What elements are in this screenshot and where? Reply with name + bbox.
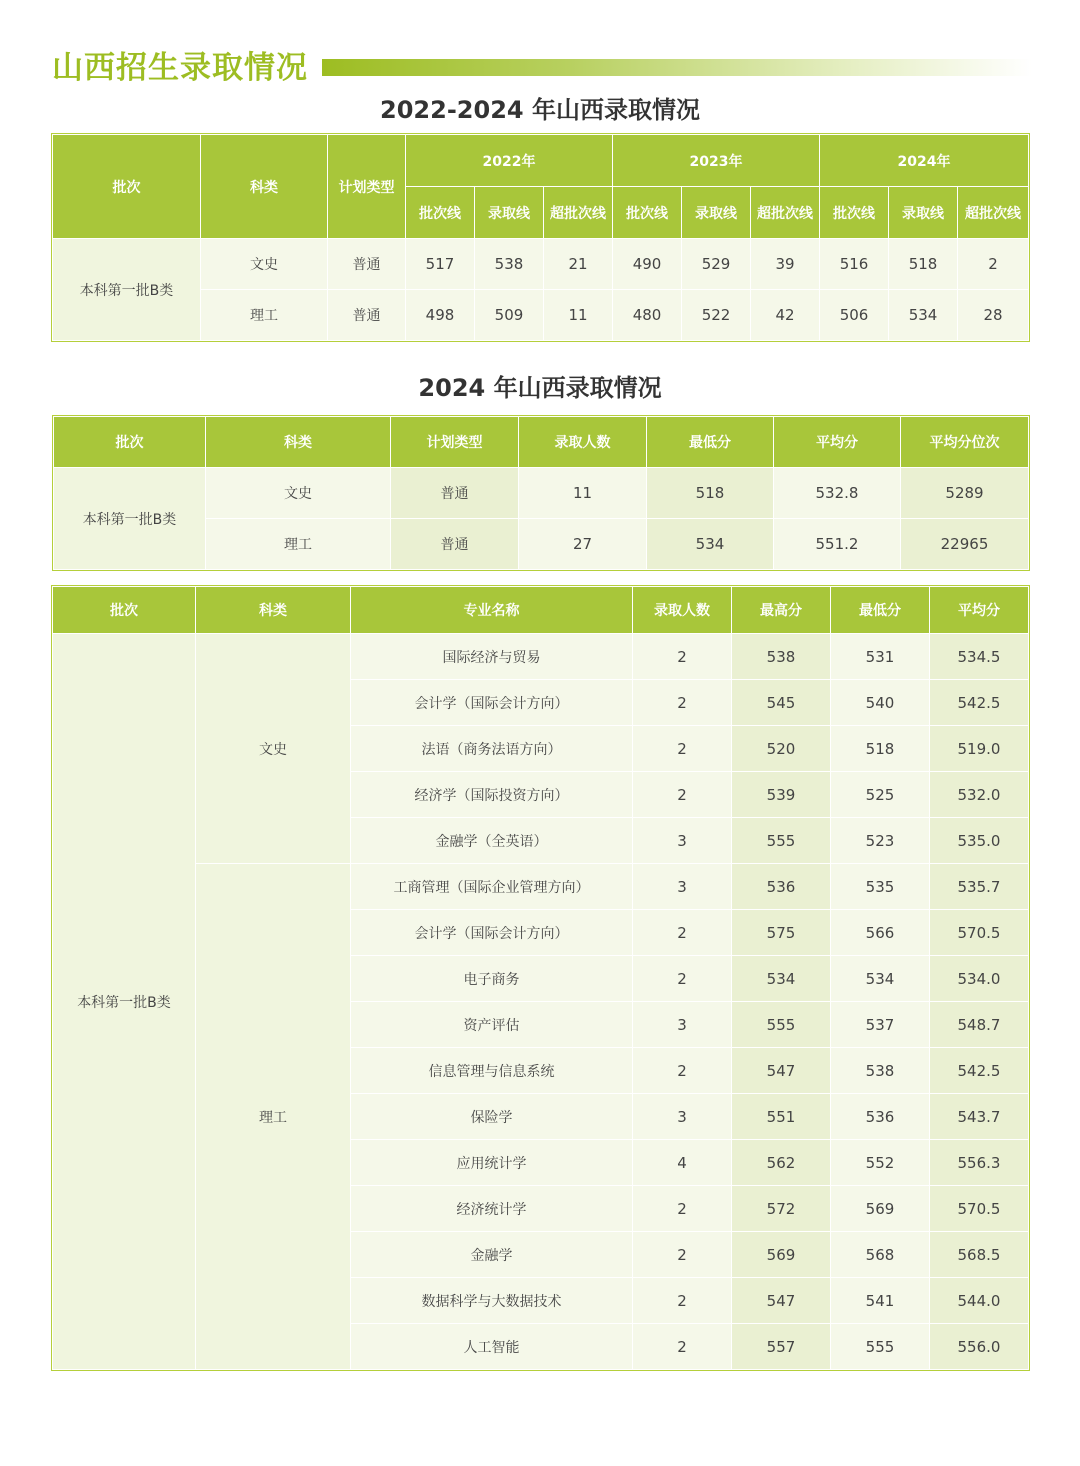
header-avg-score: 平均分 [930,587,1029,634]
header-subject: 科类 [201,135,328,239]
table-row [54,468,1029,519]
max-score-cell: 536 [732,864,831,910]
avg-score-cell: 548.7 [930,1002,1029,1048]
subheader-batch-line: 批次线 [820,187,889,239]
max-score-cell: 562 [732,1140,831,1186]
avg-score-cell: 570.5 [930,910,1029,956]
avg-rank-cell: 22965 [901,519,1029,570]
subject-cell: 理工 [206,519,391,570]
count-cell: 2 [633,1048,732,1094]
value-cell: 538 [475,239,544,290]
max-score-cell: 555 [732,818,831,864]
table-2024-majors [52,586,1029,1370]
subject-cell: 理工 [201,290,328,341]
major-cell: 工商管理（国际企业管理方向） [351,864,633,910]
subheader-over-line: 超批次线 [958,187,1029,239]
count-cell: 3 [633,1002,732,1048]
value-cell: 522 [682,290,751,341]
avg-score-cell: 568.5 [930,1232,1029,1278]
table-row [53,634,1029,680]
count-cell: 11 [519,468,647,519]
count-cell: 2 [633,772,732,818]
avg-score-cell: 570.5 [930,1186,1029,1232]
header-year-2022: 2022年 [406,135,613,187]
value-cell: 518 [889,239,958,290]
value-cell: 39 [751,239,820,290]
max-score-cell: 575 [732,910,831,956]
avg-score-cell: 556.0 [930,1324,1029,1370]
min-score-cell: 555 [831,1324,930,1370]
max-score-cell: 551 [732,1094,831,1140]
subheader-over-line: 超批次线 [544,187,613,239]
value-cell: 490 [613,239,682,290]
avg-score-cell: 544.0 [930,1278,1029,1324]
table-row [53,239,1029,290]
value-cell: 11 [544,290,613,341]
count-cell: 2 [633,1278,732,1324]
major-cell: 电子商务 [351,956,633,1002]
header-min-score: 最低分 [831,587,930,634]
value-cell: 529 [682,239,751,290]
min-score-cell: 540 [831,680,930,726]
avg-rank-cell: 5289 [901,468,1029,519]
count-cell: 3 [633,818,732,864]
header-year-2024: 2024年 [820,135,1029,187]
subheader-over-line: 超批次线 [751,187,820,239]
avg-score-cell: 535.0 [930,818,1029,864]
value-cell: 517 [406,239,475,290]
major-cell: 金融学 [351,1232,633,1278]
major-cell: 经济学（国际投资方向） [351,772,633,818]
header-year-2023: 2023年 [613,135,820,187]
max-score-cell: 545 [732,680,831,726]
count-cell: 2 [633,1232,732,1278]
min-score-cell: 569 [831,1186,930,1232]
subheader-batch-line: 批次线 [613,187,682,239]
min-score-cell: 523 [831,818,930,864]
min-score-cell: 538 [831,1048,930,1094]
plan-cell: 普通 [391,468,519,519]
avg-score-cell: 543.7 [930,1094,1029,1140]
avg-score-cell: 542.5 [930,1048,1029,1094]
min-score-cell: 566 [831,910,930,956]
major-cell: 经济统计学 [351,1186,633,1232]
plan-cell: 普通 [391,519,519,570]
avg-score-cell: 519.0 [930,726,1029,772]
min-score-cell: 536 [831,1094,930,1140]
max-score-cell: 520 [732,726,831,772]
avg-score-cell: 551.2 [774,519,901,570]
min-score-cell: 552 [831,1140,930,1186]
subject-cell: 理工 [196,864,351,1370]
subject-cell: 文史 [201,239,328,290]
count-cell: 3 [633,1094,732,1140]
avg-score-cell: 534.0 [930,956,1029,1002]
plan-cell: 普通 [328,239,406,290]
header-plan-type: 计划类型 [328,135,406,239]
major-cell: 会计学（国际会计方向） [351,910,633,956]
plan-cell: 普通 [328,290,406,341]
table-2022-2024 [52,134,1029,341]
value-cell: 534 [889,290,958,341]
value-cell: 2 [958,239,1029,290]
value-cell: 42 [751,290,820,341]
max-score-cell: 569 [732,1232,831,1278]
subject-cell: 文史 [206,468,391,519]
count-cell: 2 [633,1324,732,1370]
header-max-score: 最高分 [732,587,831,634]
min-score-cell: 525 [831,772,930,818]
value-cell: 509 [475,290,544,341]
header-avg-rank: 平均分位次 [901,417,1029,468]
value-cell: 516 [820,239,889,290]
min-score-cell: 518 [647,468,774,519]
value-cell: 28 [958,290,1029,341]
max-score-cell: 539 [732,772,831,818]
major-cell: 金融学（全英语） [351,818,633,864]
subheader-admit-line: 录取线 [682,187,751,239]
value-cell: 498 [406,290,475,341]
min-score-cell: 518 [831,726,930,772]
page-heading: 山西招生录取情况 [52,50,308,86]
count-cell: 2 [633,680,732,726]
header-min-score: 最低分 [647,417,774,468]
table-2024-summary [53,416,1029,570]
table2-title: 2024 年山西录取情况 [418,374,662,402]
max-score-cell: 557 [732,1324,831,1370]
batch-cell: 本科第一批B类 [54,468,206,570]
count-cell: 27 [519,519,647,570]
heading-decor-bar [322,59,1032,76]
major-cell: 资产评估 [351,1002,633,1048]
major-cell: 保险学 [351,1094,633,1140]
count-cell: 2 [633,634,732,680]
min-score-cell: 531 [831,634,930,680]
min-score-cell: 534 [647,519,774,570]
avg-score-cell: 542.5 [930,680,1029,726]
major-cell: 应用统计学 [351,1140,633,1186]
major-cell: 数据科学与大数据技术 [351,1278,633,1324]
header-batch: 批次 [54,417,206,468]
max-score-cell: 534 [732,956,831,1002]
count-cell: 3 [633,864,732,910]
min-score-cell: 535 [831,864,930,910]
subheader-batch-line: 批次线 [406,187,475,239]
table-row [53,864,1029,910]
header-major: 专业名称 [351,587,633,634]
min-score-cell: 534 [831,956,930,1002]
max-score-cell: 538 [732,634,831,680]
header-subject: 科类 [196,587,351,634]
major-cell: 法语（商务法语方向） [351,726,633,772]
avg-score-cell: 556.3 [930,1140,1029,1186]
header-batch: 批次 [53,135,201,239]
avg-score-cell: 535.7 [930,864,1029,910]
header-subject: 科类 [206,417,391,468]
max-score-cell: 547 [732,1278,831,1324]
max-score-cell: 555 [732,1002,831,1048]
header-admit-count: 录取人数 [519,417,647,468]
avg-score-cell: 532.8 [774,468,901,519]
header-admit-count: 录取人数 [633,587,732,634]
header-plan-type: 计划类型 [391,417,519,468]
value-cell: 21 [544,239,613,290]
value-cell: 480 [613,290,682,341]
count-cell: 2 [633,1186,732,1232]
min-score-cell: 541 [831,1278,930,1324]
count-cell: 2 [633,726,732,772]
batch-cell: 本科第一批B类 [53,634,196,1370]
major-cell: 人工智能 [351,1324,633,1370]
avg-score-cell: 532.0 [930,772,1029,818]
subject-cell: 文史 [196,634,351,864]
count-cell: 2 [633,956,732,1002]
value-cell: 506 [820,290,889,341]
subheader-admit-line: 录取线 [889,187,958,239]
count-cell: 2 [633,910,732,956]
batch-cell: 本科第一批B类 [53,239,201,341]
avg-score-cell: 534.5 [930,634,1029,680]
header-batch: 批次 [53,587,196,634]
max-score-cell: 547 [732,1048,831,1094]
max-score-cell: 572 [732,1186,831,1232]
major-cell: 会计学（国际会计方向） [351,680,633,726]
min-score-cell: 537 [831,1002,930,1048]
table1-title: 2022-2024 年山西录取情况 [380,96,700,124]
major-cell: 信息管理与信息系统 [351,1048,633,1094]
min-score-cell: 568 [831,1232,930,1278]
header-avg-score: 平均分 [774,417,901,468]
major-cell: 国际经济与贸易 [351,634,633,680]
subheader-admit-line: 录取线 [475,187,544,239]
count-cell: 4 [633,1140,732,1186]
